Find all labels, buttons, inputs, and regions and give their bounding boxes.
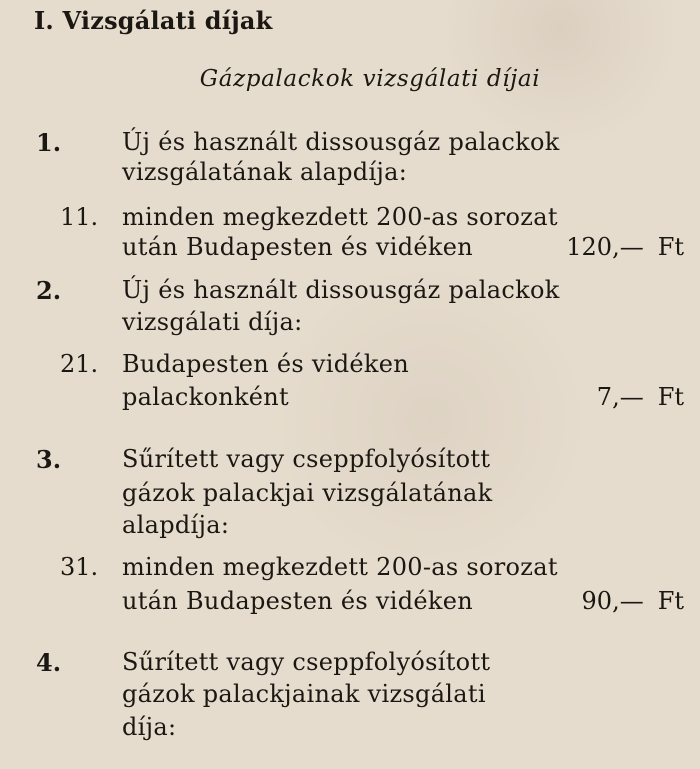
item-text-line: után Budapesten és vidéken <box>122 233 474 261</box>
subitem-number: 31. <box>60 553 99 581</box>
item-text-line: minden megkezdett 200-as sorozat <box>122 553 558 581</box>
amount-value: 120,— <box>566 233 644 261</box>
amount-value: 7,— <box>596 383 644 411</box>
fee-amount <box>566 233 684 261</box>
item-text-line: Új és használt dissousgáz palackok <box>122 276 560 304</box>
section-subheading: Gázpalackok vizsgálati díjai <box>199 66 541 92</box>
item-text-line: minden megkezdett 200-as sorozat <box>122 203 558 231</box>
item-text-line: Sűrített vagy cseppfolyósított <box>122 648 491 676</box>
item-number: 3. <box>36 445 62 474</box>
subitem-number: 11. <box>60 203 99 231</box>
item-text-line: díja: <box>122 713 177 741</box>
item-text-line: után Budapesten és vidéken <box>122 587 474 615</box>
currency-label: Ft <box>657 587 684 615</box>
item-text-line: Sűrített vagy cseppfolyósított <box>122 445 491 473</box>
item-text-line: vizsgálatának alapdíja: <box>122 158 408 186</box>
fee-amount <box>597 383 684 411</box>
item-number: 2. <box>36 276 62 305</box>
item-text-line: gázok palackjainak vizsgálati <box>122 680 486 708</box>
amount-value: 90,— <box>581 587 644 615</box>
item-text-line: palackonként <box>122 383 289 411</box>
currency-label: Ft <box>657 383 684 411</box>
item-number: 4. <box>36 648 62 677</box>
item-text-line: alapdíja: <box>122 511 230 539</box>
item-text-line: Új és használt dissousgáz palackok <box>122 128 560 156</box>
item-text-line: vizsgálati díja: <box>122 308 303 336</box>
section-heading: I. Vizsgálati díjak <box>34 6 273 35</box>
item-text-line: gázok palackjai vizsgálatának <box>122 479 493 507</box>
fee-amount <box>582 587 684 615</box>
subitem-number: 21. <box>60 350 99 378</box>
currency-label: Ft <box>657 233 684 261</box>
item-number: 1. <box>36 128 62 157</box>
item-text-line: Budapesten és vidéken <box>122 350 410 378</box>
